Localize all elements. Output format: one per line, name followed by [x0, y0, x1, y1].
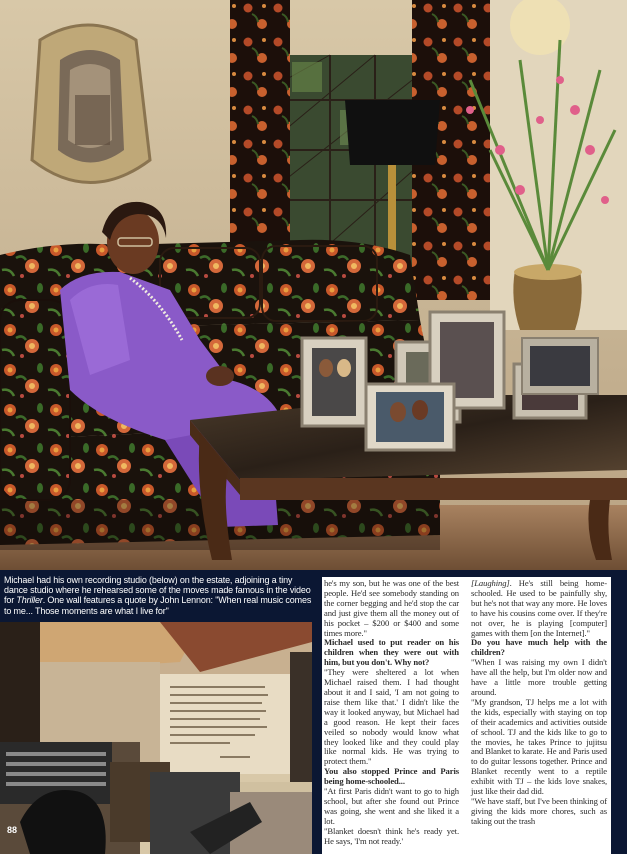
interview-question: Michael used to put reader on his children when they were out with him, but you don't. Why not? — [324, 637, 459, 668]
interview-question: You also stopped Prince and Paris being home-schooled... — [324, 766, 459, 787]
ornate-mirror — [32, 25, 150, 183]
article-paragraph — [471, 579, 607, 638]
caption-text-1: Michael had his own recording studio (below) on the estate, adjoining a tiny dance studio where he rehearsed some of the moves made famous in the video for — [4, 575, 311, 606]
interview-question: Do you have much help with the children? — [471, 637, 607, 658]
article-paragraph: "We have staff, but I've been thinking of giving the kids more chores, such as taking out the trash — [471, 795, 607, 826]
caption-video-title: Thriller — [16, 595, 43, 606]
article-column-1 — [322, 577, 463, 854]
article-paragraph: "Blanket doesn't think he's ready yet. He says, 'I'm not ready.' — [324, 825, 459, 846]
article-paragraph: "At first Paris didn't want to go to high school, but after she found out Prince was going, she went and she liked it a lot. — [324, 786, 459, 826]
stage-direction: [Laughing] — [471, 578, 510, 588]
recording-studio-photo — [0, 622, 312, 854]
article-paragraph: "They were sheltered a lot when Michael raised them. I had thought about it and I said, 'I am not going to raise them like that.' I didn't like the way it looked anyway, but Michael had a good reason. He kept their faces veiled so nobody would know what they looked like and they could play like normal kids. He was trying to protect them." — [324, 667, 459, 767]
caption-text-2: . One wall features a quote by John Lennon: "When real music comes to me... Those moments are what I live for" — [4, 595, 312, 616]
photo-caption — [4, 575, 316, 616]
article-column-2 — [467, 577, 611, 854]
article-paragraph: "When I was raising my own I didn't have all the help, but I'm older now and have a little more trouble getting around. — [471, 657, 607, 697]
article-text: . He's still being home-schooled. He used to be painfully shy, but he's not that way any more. He loves to have his cousins come over. If they're not over, he is playing [computer] games with them [on the Internet]." — [471, 578, 607, 638]
article-paragraph: "My grandson, TJ helps me a lot with the kids, especially with staying on top of their academics and activities outside of school. TJ and the kids like to go to the movies, he takes Prince to jujitsu and Blanket to karate. He and Paris used to do guitar lessons together. Prince and Blanket recently went to a reptile exhibit with TJ – the kids love snakes, just like their dad did. — [471, 696, 607, 797]
page-number: 88 — [7, 825, 18, 835]
article-paragraph: he's my son, but he was one of the best people. He'd see somebody standing on the corner begging and he'd stop the car and just give them all the money out of his pocket – $200 or $400 and some times more." — [324, 578, 459, 638]
